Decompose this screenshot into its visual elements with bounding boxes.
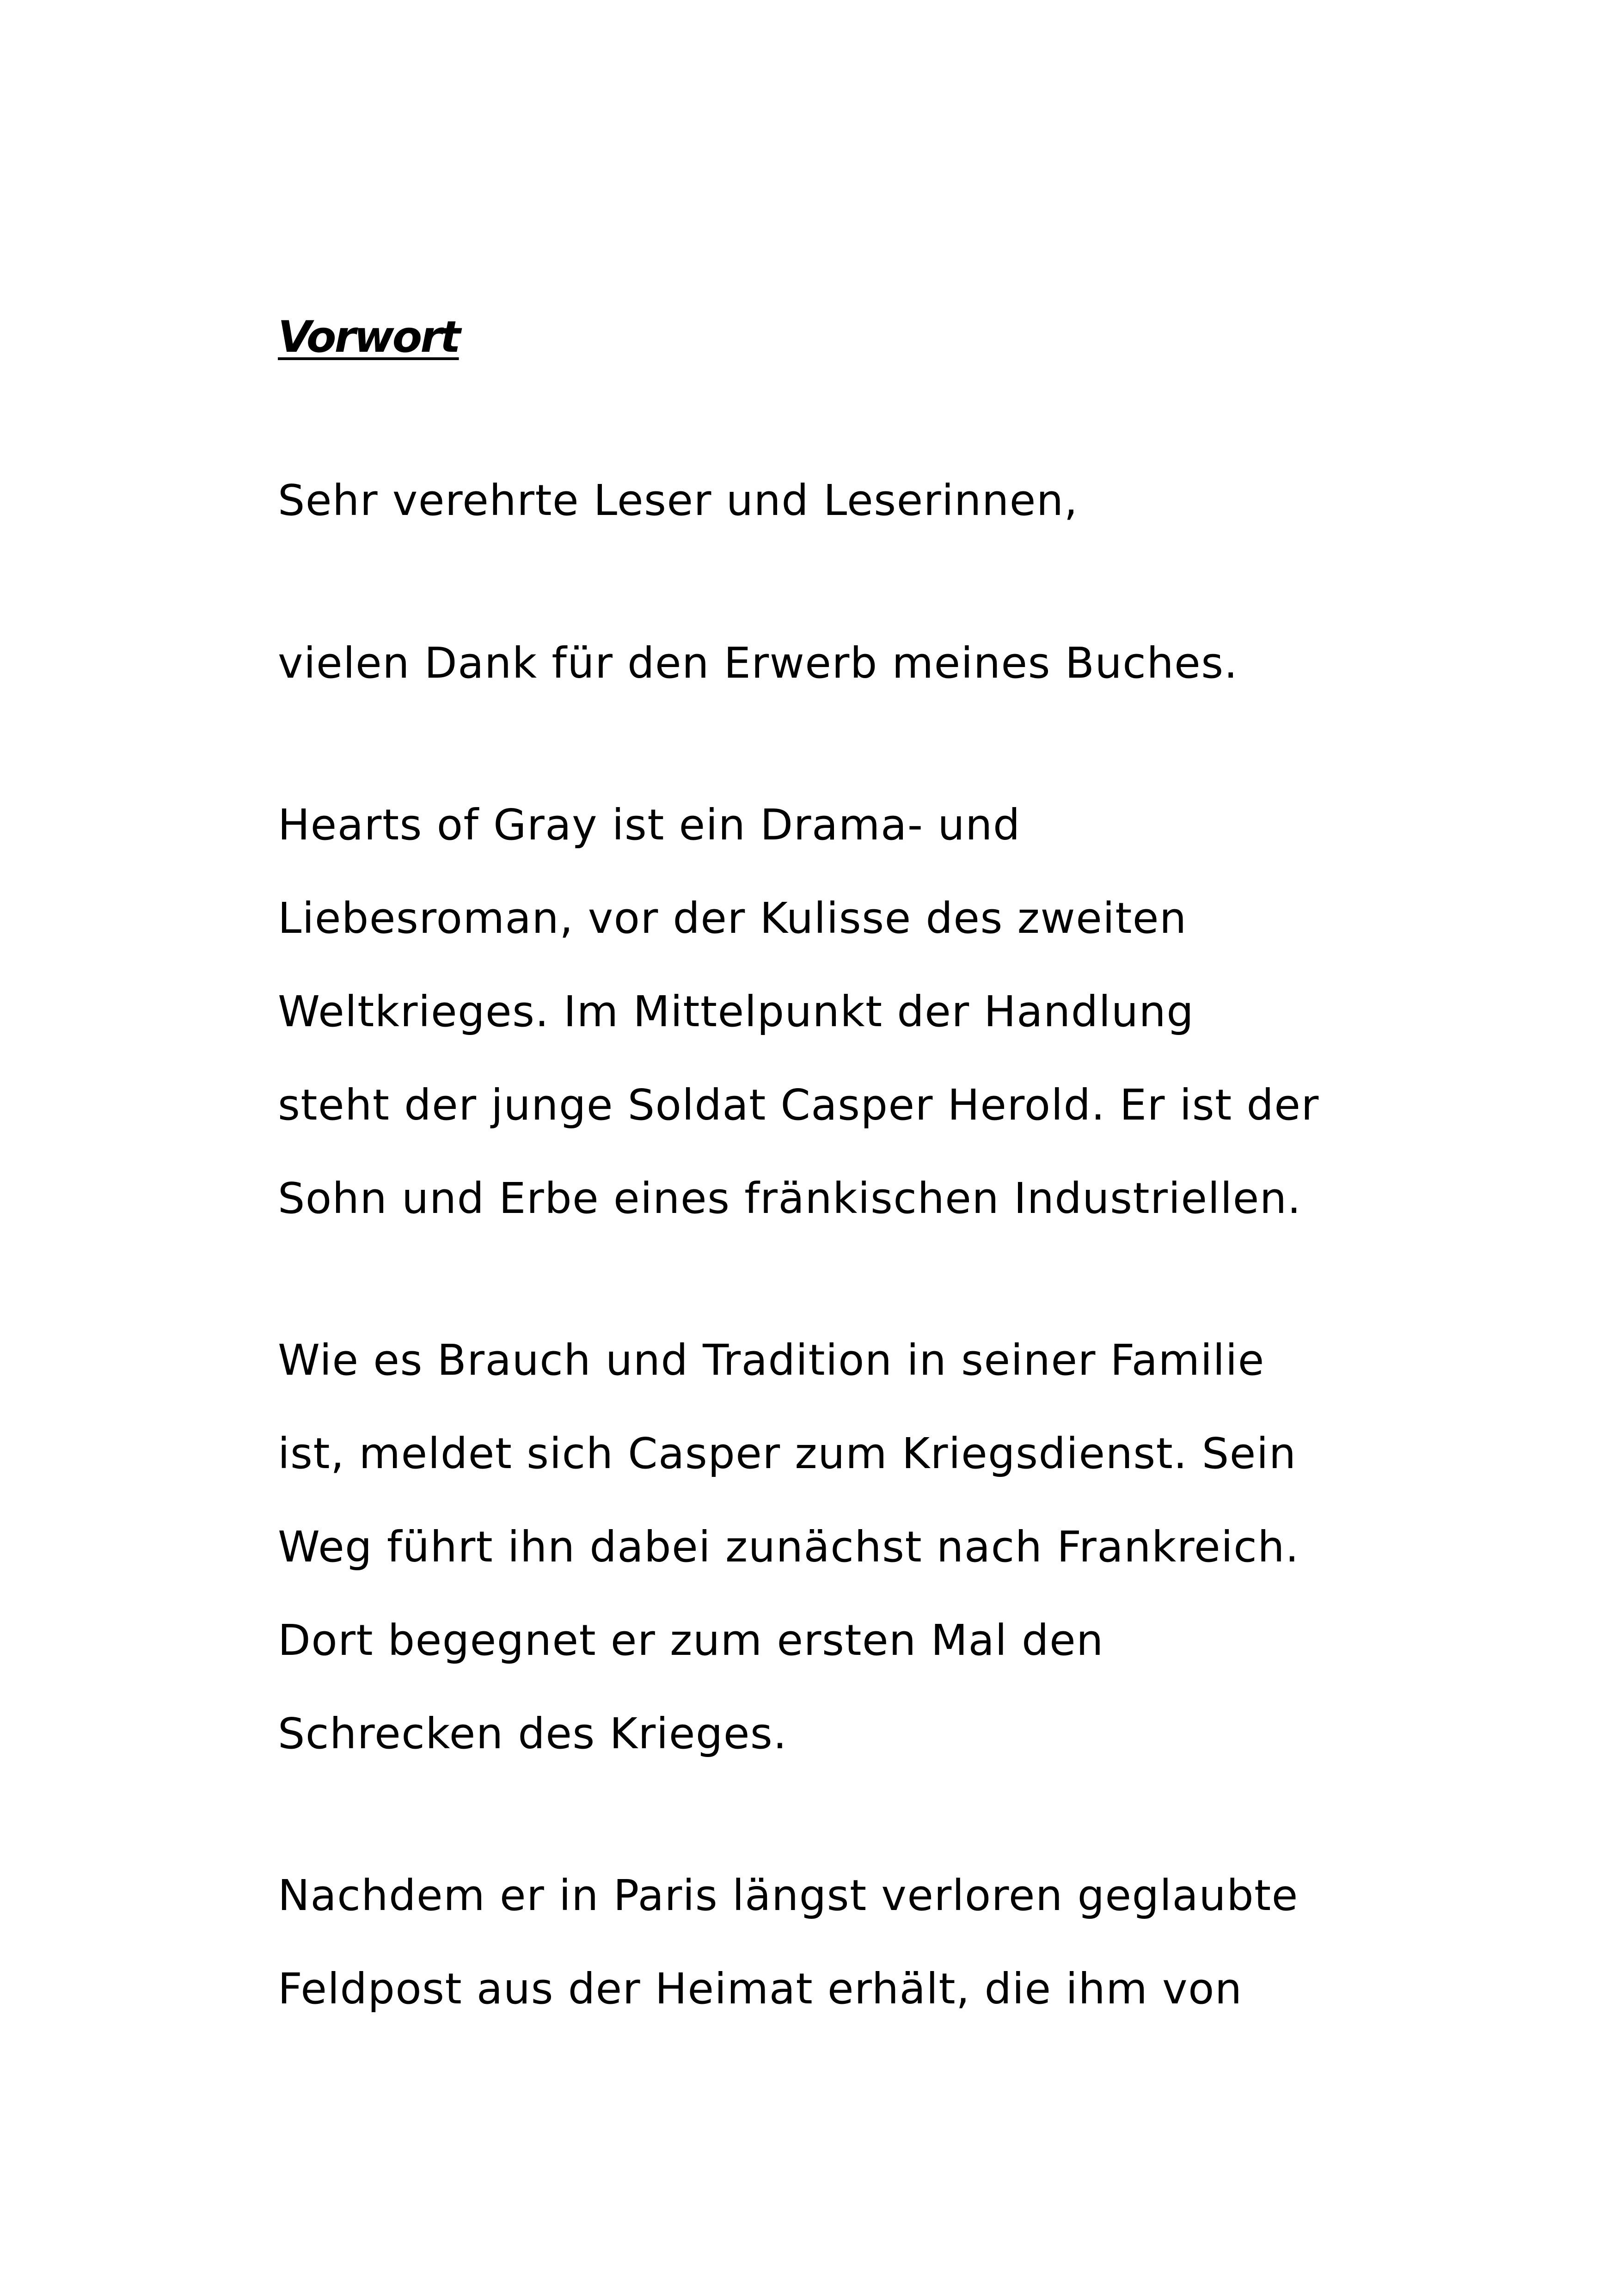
- paragraph-line: Schrecken des Krieges.: [278, 1709, 788, 1758]
- salutation-paragraph: [278, 454, 1397, 547]
- body-paragraph-2: [278, 1314, 1397, 1781]
- thanks-line: vielen Dank für den Erwerb meines Buches.: [278, 638, 1238, 688]
- body-paragraph-1: [278, 778, 1397, 1245]
- page-title: Vorwort: [278, 312, 459, 362]
- page-body: [278, 296, 1397, 2036]
- body-paragraph-3: [278, 1849, 1397, 2036]
- paragraph-line: Nachdem er in Paris längst verloren geglaubte: [278, 1871, 1299, 1920]
- paragraph-line: Feldpost aus der Heimat erhält, die ihm von: [278, 1964, 1243, 2014]
- thanks-paragraph: [278, 617, 1397, 710]
- paragraph-line: Dort begegnet er zum ersten Mal den: [278, 1616, 1104, 1665]
- paragraph-line: Weltkrieges. Im Mittelpunkt der Handlung: [278, 987, 1195, 1036]
- paragraph-line: Hearts of Gray ist ein Drama- und: [278, 800, 1021, 850]
- paragraph-line: ist, meldet sich Casper zum Kriegsdienst. Sein: [278, 1429, 1297, 1478]
- paragraph-line: Wie es Brauch und Tradition in seiner Familie: [278, 1335, 1265, 1385]
- paragraph-line: Sohn und Erbe eines fränkischen Industriellen.: [278, 1174, 1302, 1223]
- paragraph-line: Weg führt ihn dabei zunächst nach Frankreich.: [278, 1522, 1299, 1572]
- salutation-line: Sehr verehrte Leser und Leserinnen,: [278, 476, 1079, 525]
- paragraph-line: steht der junge Soldat Casper Herold. Er ist der: [278, 1080, 1319, 1130]
- paragraph-line: Liebesroman, vor der Kulisse des zweiten: [278, 894, 1187, 943]
